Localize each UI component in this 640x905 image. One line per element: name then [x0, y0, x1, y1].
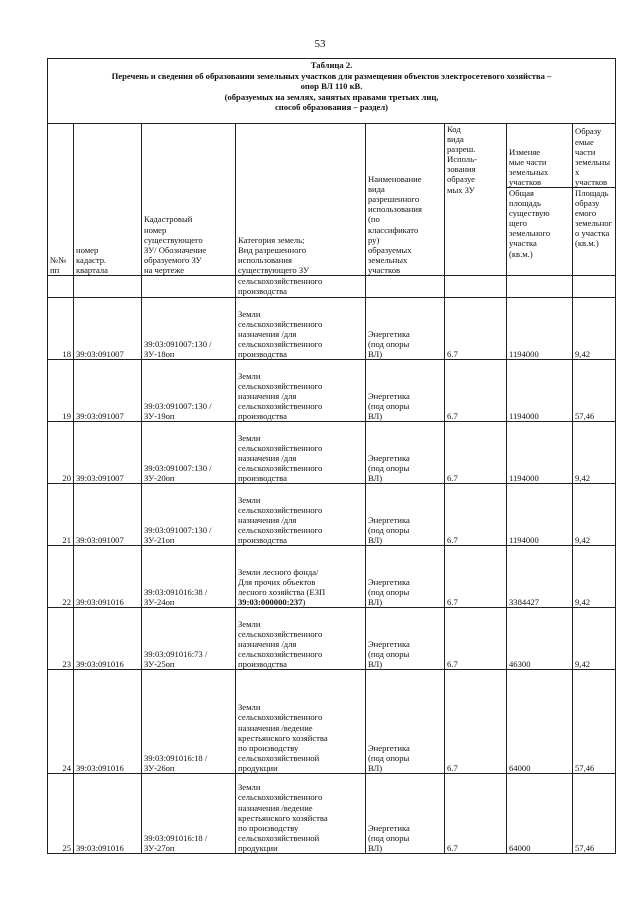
cadastral-number: 39:03:091016:18 / ЗУ-26оп [142, 670, 236, 774]
land-category: Земли сельскохозяйственного назначения /для сельскохозяйственного производства [236, 484, 366, 546]
cadastral-quarter: 39:03:091007 [74, 484, 142, 546]
table-title [48, 59, 616, 124]
header-formed-parts: Образу емые части земельных участков [573, 124, 616, 188]
permitted-use: Энергетика (под опоры ВЛ) [366, 360, 445, 422]
use-code: 6.7 [445, 546, 507, 608]
total-area: 64000 [507, 670, 573, 774]
table-row [48, 608, 616, 670]
page-number: 53 [314, 38, 326, 50]
formed-area: 57,46 [573, 774, 616, 854]
land-category: Земли лесного фонда/ Для прочих объектов лесного хозяйства (ЕЗП 39:03:000000:237) [236, 546, 366, 608]
table-row [48, 422, 616, 484]
title-line-4: (образуемых на землях, занятых правами третьих лиц, [224, 91, 439, 102]
formed-area: 9,42 [573, 298, 616, 360]
row-number: 19 [48, 360, 74, 422]
formed-area: 57,46 [573, 360, 616, 422]
cadastral-number: 39:03:091007:130 / ЗУ-20оп [142, 422, 236, 484]
header-code: Код вида разреш. Исполь- зования образуе мых ЗУ [445, 124, 507, 276]
header-use: Наименование вида разрешенного использования (по классификато ру) образуемых земельных участков [366, 124, 445, 276]
cadastral-quarter: 39:03:091007 [74, 298, 142, 360]
parcels-table [47, 58, 616, 854]
cadastral-quarter: 39:03:091007 [74, 360, 142, 422]
table-row [48, 298, 616, 360]
total-area: 1194000 [507, 360, 573, 422]
row-number: 23 [48, 608, 74, 670]
table-row [48, 484, 616, 546]
land-category: Земли сельскохозяйственного назначения /для сельскохозяйственного производства [236, 298, 366, 360]
use-code: 6.7 [445, 484, 507, 546]
formed-area: 9,42 [573, 546, 616, 608]
land-category: Земли сельскохозяйственного назначения /для сельскохозяйственного производства [236, 608, 366, 670]
cadastral-number: 39:03:091007:130 / ЗУ-19оп [142, 360, 236, 422]
total-area: 1194000 [507, 298, 573, 360]
use-code: 6.7 [445, 670, 507, 774]
formed-area: 57,46 [573, 670, 616, 774]
cadastral-number: 39:03:091016:73 / ЗУ-25оп [142, 608, 236, 670]
use-code: 6.7 [445, 608, 507, 670]
row-number: 24 [48, 670, 74, 774]
permitted-use: Энергетика (под опоры ВЛ) [366, 670, 445, 774]
header-total-area: Общая площадь существую щего земельного участка (кв.м.) [507, 188, 573, 276]
cadastral-number: 39:03:091007:130 / ЗУ-21оп [142, 484, 236, 546]
use-code: 6.7 [445, 774, 507, 854]
cadastral-number: 39:03:091016:38 / ЗУ-24оп [142, 546, 236, 608]
permitted-use: Энергетика (под опоры ВЛ) [366, 608, 445, 670]
table-row [48, 546, 616, 608]
permitted-use: Энергетика (под опоры ВЛ) [366, 546, 445, 608]
table-title-row [48, 59, 616, 124]
row-number: 20 [48, 422, 74, 484]
cadastral-quarter: 39:03:091016 [74, 546, 142, 608]
row-number: 18 [48, 298, 74, 360]
continuation-category: сельскохозяйственного производства [236, 276, 366, 298]
cadastral-quarter: 39:03:091007 [74, 422, 142, 484]
total-area: 3384427 [507, 546, 573, 608]
title-line-2: Перечень и сведения об образовании земельных участков для размещения объектов электросетевого хозяйства – [111, 70, 552, 81]
header-category: Категория земель; Вид разрешенного использования существующего ЗУ [236, 124, 366, 276]
row-number: 22 [48, 546, 74, 608]
cadastral-number: 39:03:091007:130 / ЗУ-18оп [142, 298, 236, 360]
permitted-use: Энергетика (под опоры ВЛ) [366, 298, 445, 360]
permitted-use: Энергетика (под опоры ВЛ) [366, 484, 445, 546]
header-row-top [48, 124, 616, 188]
formed-area: 9,42 [573, 608, 616, 670]
header-quarter: номер кадастр. квартала [74, 124, 142, 276]
use-code: 6.7 [445, 360, 507, 422]
permitted-use: Энергетика (под опоры ВЛ) [366, 422, 445, 484]
cadastral-number: 39:03:091016:18 / ЗУ-27оп [142, 774, 236, 854]
land-category: Земли сельскохозяйственного назначения /для сельскохозяйственного производства [236, 360, 366, 422]
cadastral-quarter: 39:03:091016 [74, 608, 142, 670]
formed-area: 9,42 [573, 422, 616, 484]
total-area: 1194000 [507, 422, 573, 484]
land-category: Земли сельскохозяйственного назначения /ведение крестьянского хозяйства по производству сельскохозяйственной продукции [236, 774, 366, 854]
title-line-1: Таблица 2. [310, 60, 353, 70]
table-row [48, 670, 616, 774]
continuation-row [48, 276, 616, 298]
cadastral-quarter: 39:03:091016 [74, 670, 142, 774]
title-line-3: опор ВЛ 110 кВ. [300, 81, 363, 92]
cadastral-quarter: 39:03:091016 [74, 774, 142, 854]
permitted-use: Энергетика (под опоры ВЛ) [366, 774, 445, 854]
header-cadastral: Кадастровый номер существующего ЗУ/ Обозначение образуемого ЗУ на чертеже [142, 124, 236, 276]
total-area: 46300 [507, 608, 573, 670]
data-rows [48, 298, 616, 854]
header-changed-parts: Изменяе мые части земельных участков [507, 124, 573, 188]
title-line-5: способ образования – раздел) [274, 102, 389, 113]
total-area: 64000 [507, 774, 573, 854]
formed-area: 9,42 [573, 484, 616, 546]
row-number: 25 [48, 774, 74, 854]
bold-cadastral-ref: 39:03:000000:237 [238, 596, 303, 607]
table-row [48, 774, 616, 854]
land-category: Земли сельскохозяйственного назначения /для сельскохозяйственного производства [236, 422, 366, 484]
total-area: 1194000 [507, 484, 573, 546]
row-number: 21 [48, 484, 74, 546]
header-formed-area: Площадь образу емого земельног о участка (кв.м.) [573, 188, 616, 276]
use-code: 6.7 [445, 422, 507, 484]
table-row [48, 360, 616, 422]
land-category: Земли сельскохозяйственного назначения /ведение крестьянского хозяйства по производству сельскохозяйственной продукции [236, 670, 366, 774]
use-code: 6.7 [445, 298, 507, 360]
header-number: №№ пп [48, 124, 74, 276]
